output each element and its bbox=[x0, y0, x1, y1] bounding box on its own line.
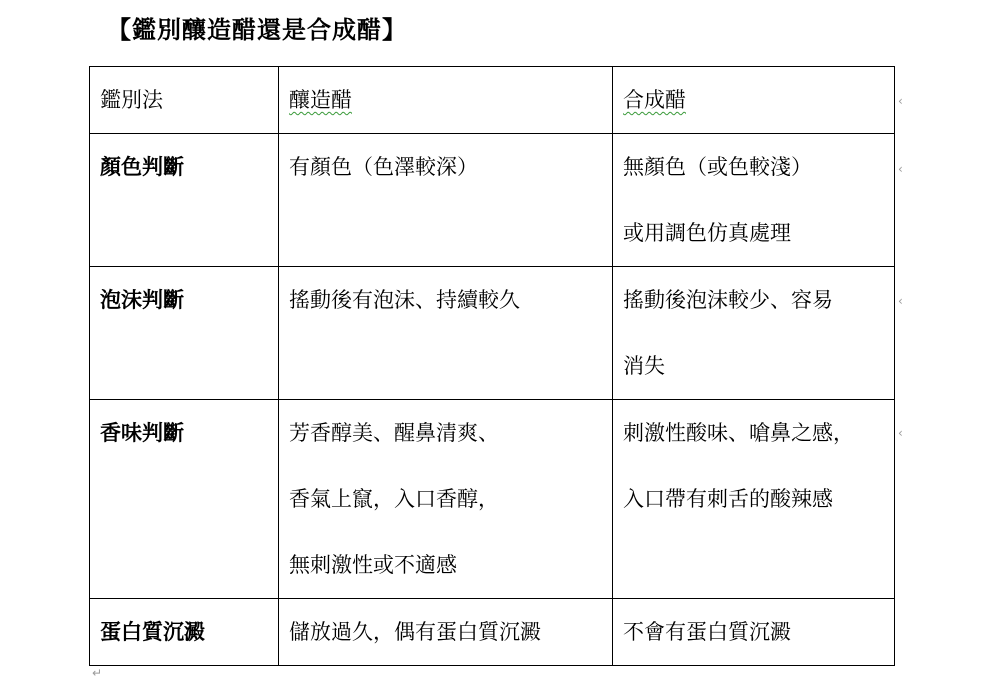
header-synthetic-label: 合成醋 bbox=[623, 88, 686, 112]
method-cell bbox=[90, 599, 279, 666]
method-label: 香味判斷 bbox=[100, 421, 184, 445]
brewed-text-line: 芳香醇美、醒鼻清爽、 bbox=[289, 421, 499, 445]
table-row-foam bbox=[90, 267, 895, 400]
method-label: 顏色判斷 bbox=[100, 155, 184, 179]
table-row-color bbox=[90, 134, 895, 267]
synthetic-text-line: 消失 bbox=[623, 354, 665, 378]
header-cell-synthetic bbox=[613, 67, 895, 134]
brewed-cell bbox=[279, 267, 613, 400]
comparison-table bbox=[89, 66, 895, 666]
method-label: 泡沫判斷 bbox=[100, 288, 184, 312]
cell-end-mark-icon: ‹ bbox=[898, 426, 903, 440]
header-cell-brewed bbox=[279, 67, 613, 134]
synthetic-cell bbox=[613, 134, 895, 267]
synthetic-cell bbox=[613, 400, 895, 599]
header-brewed-label: 釀造醋 bbox=[289, 88, 352, 112]
synthetic-text-line: 搖動後泡沫較少、容易 bbox=[623, 288, 833, 312]
paragraph-mark-icon: ↵ bbox=[92, 666, 103, 680]
synthetic-text-line: 不會有蛋白質沉澱 bbox=[623, 620, 791, 644]
synthetic-text-line: 或用調色仿真處理 bbox=[623, 221, 791, 245]
table-header-row bbox=[90, 67, 895, 134]
synthetic-text-line: 入口帶有刺舌的酸辣感 bbox=[623, 487, 833, 511]
header-method-label: 鑑別法 bbox=[100, 88, 163, 112]
cell-end-mark-icon: ‹ bbox=[898, 294, 903, 308]
method-label: 蛋白質沉澱 bbox=[100, 620, 205, 644]
method-cell bbox=[90, 400, 279, 599]
synthetic-text-line: 無顏色（或色較淺） bbox=[623, 155, 812, 179]
method-cell bbox=[90, 267, 279, 400]
method-cell bbox=[90, 134, 279, 267]
brewed-text-line: 搖動後有泡沫、持續較久 bbox=[289, 288, 520, 312]
brewed-text-line: 有顏色（色澤較深） bbox=[289, 155, 478, 179]
document-title: 【鑑別釀造醋還是合成醋】 bbox=[107, 16, 407, 44]
synthetic-cell bbox=[613, 267, 895, 400]
cell-end-mark-icon: ‹ bbox=[898, 94, 903, 108]
brewed-cell bbox=[279, 134, 613, 267]
table-row-aroma bbox=[90, 400, 895, 599]
brewed-text-line: 無刺激性或不適感 bbox=[289, 553, 457, 577]
header-cell-method bbox=[90, 67, 279, 134]
cell-end-mark-icon: ‹ bbox=[898, 162, 903, 176]
synthetic-text-line: 刺激性酸味、嗆鼻之感， bbox=[623, 421, 854, 445]
table-row-protein bbox=[90, 599, 895, 666]
synthetic-cell bbox=[613, 599, 895, 666]
brewed-text-line: 香氣上竄，入口香醇， bbox=[289, 487, 499, 511]
brewed-cell bbox=[279, 400, 613, 599]
brewed-text-line: 儲放過久，偶有蛋白質沉澱 bbox=[289, 620, 541, 644]
brewed-cell bbox=[279, 599, 613, 666]
